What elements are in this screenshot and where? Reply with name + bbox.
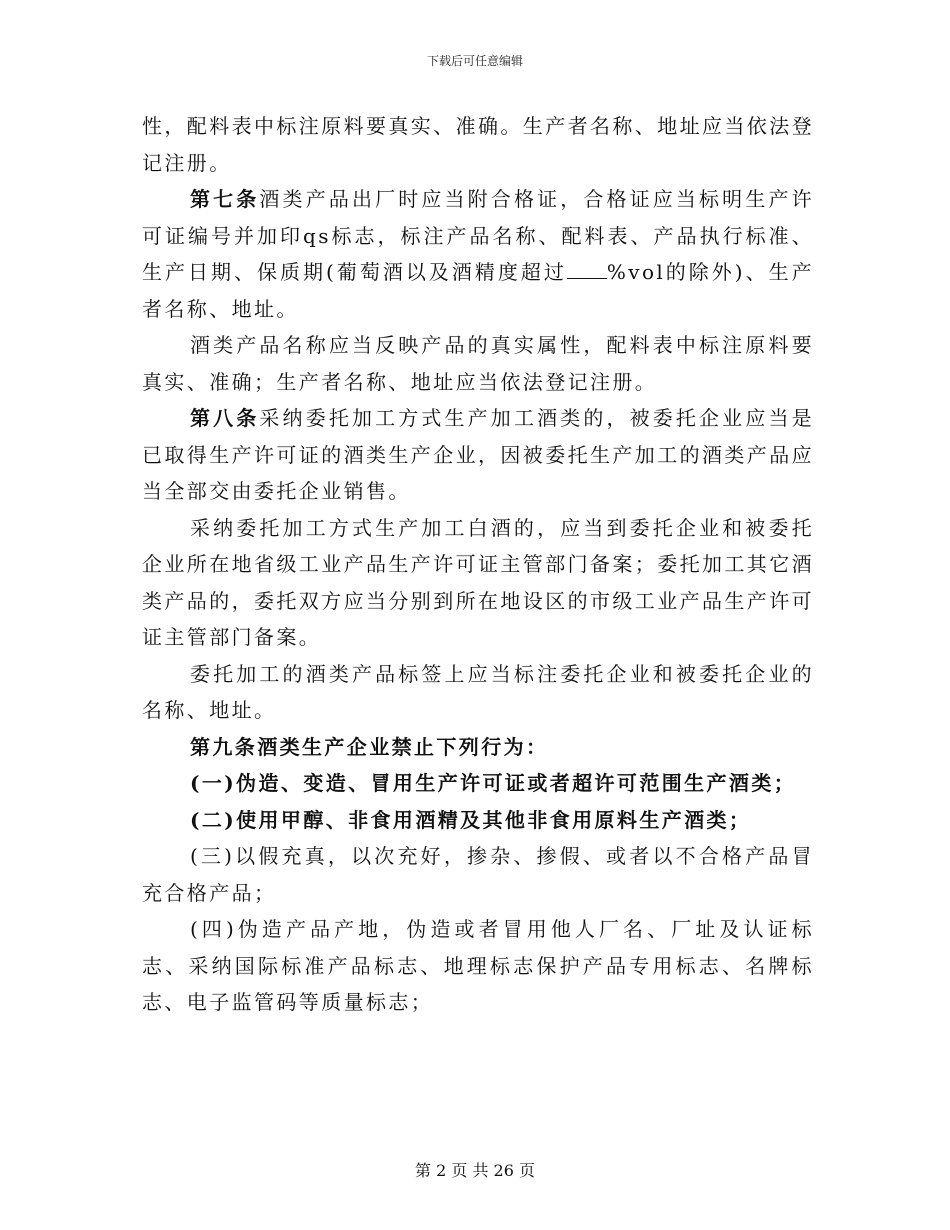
article-7-heading: 第七条 [190,187,260,211]
list-item-4: (四)伪造产品产地，伪造或者冒用他人厂名、厂址及认证标志、采纳国际标准产品标志、地理标志保护产品专用标志、名牌标志、电子监管码等质量标志； [142,917,814,1014]
list-item-3: (三)以假充真，以次充好，掺杂、掺假、或者以不合格产品冒充合格产品； [142,844,814,905]
paragraph-article-7 [142,181,814,327]
paragraph-label: 委托加工的酒类产品标签上应当标注委托企业和被委托企业的名称、地址。 [142,661,814,722]
paragraph-product-name: 酒类产品名称应当反映产品的真实属性，配料表中标注原料要真实、准确；生产者名称、地址应当依法登记注册。 [142,333,814,394]
list-item-1: (一)伪造、变造、冒用生产许可证或者超许可范围生产酒类； [190,771,797,795]
article-7-body: 酒类产品出厂时应当附合格证，合格证应当标明生产许可证编号并加印qs标志，标注产品名称、配料表、产品执行标准、生产日期、保质期(葡萄酒以及酒精度超过 [142,187,814,284]
document-body [142,108,814,1021]
paragraph-article-9: 第九条酒类生产企业禁止下列行为： [190,734,549,759]
list-item-2: (二)使用甲醇、非食用酒精及其他非食用原料生产酒类； [190,807,752,832]
article-7-body-end: %vol的除外)、生产者名称、地址。 [142,260,814,321]
fill-in-blank [567,262,607,279]
article-8-heading: 第八条 [190,406,260,430]
paragraph-baijiu-filing: 采纳委托加工方式生产加工白酒的，应当到委托企业和被委托企业所在地省级工业产品生产许可证主管部门备案；委托加工其它酒类产品的，委托双方应当分别到所在地设区的市级工业产品生产许可证主管部门备案。 [142,515,814,649]
article-8-body: 采纳委托加工方式生产加工酒类的，被委托企业应当是已取得生产许可证的酒类生产企业，因被委托生产加工的酒类产品应当全部交由委托企业销售。 [142,406,814,503]
paragraph-continuation: 性，配料表中标注原料要真实、准确。生产者名称、地址应当依法登记注册。 [142,114,814,175]
page-number: 第 2 页 共 26 页 [415,1161,535,1180]
paragraph-article-8 [142,400,814,510]
page-header: 下载后可任意编辑 [426,54,523,68]
